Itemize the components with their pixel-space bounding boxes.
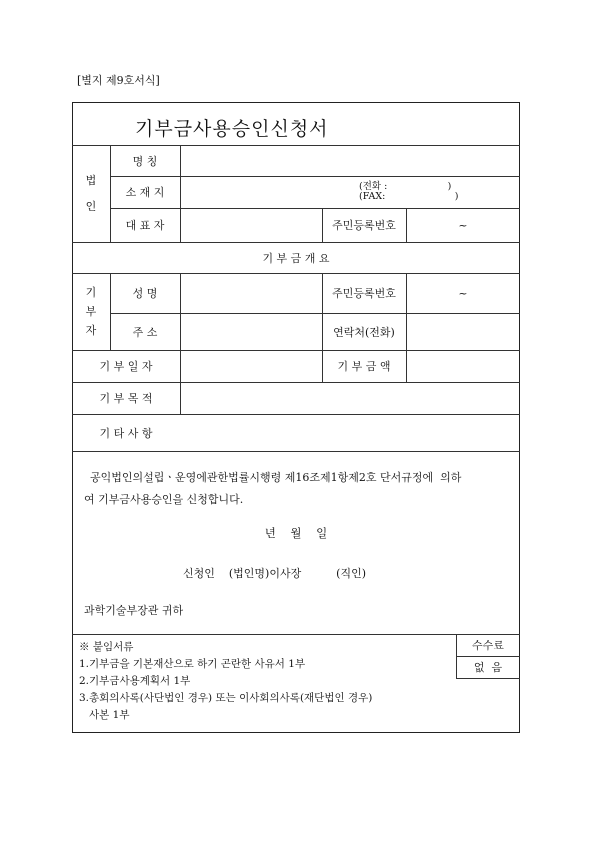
name-field[interactable]: [181, 146, 519, 175]
resident-no-label: 주민등록번호: [332, 219, 396, 232]
date-line: 년 월 일: [264, 526, 328, 540]
addressee: 과학기술부장관 귀하: [84, 604, 184, 617]
overview-header: 기 부 금 개 요: [262, 251, 330, 265]
resident-no-field[interactable]: ~: [458, 218, 468, 232]
fee-value: 없 음: [473, 661, 503, 674]
fee-divider: [456, 678, 520, 679]
attachment-item: 1.기부금을 기본재산으로 하기 곤란한 사유서 1부: [79, 658, 306, 670]
donor-contact-field[interactable]: [407, 314, 519, 349]
remarks-label: 기 타 사 항: [99, 426, 153, 440]
remarks-field[interactable]: [181, 415, 519, 450]
applicant-section-label: 법 인: [85, 173, 97, 213]
form-label: [별지 제9호서식]: [77, 74, 160, 87]
statement: [84, 467, 516, 511]
attachments: [79, 639, 372, 724]
statement-line: 여 기부금사용승인을 신청합니다.: [84, 493, 244, 506]
fax-hint: (FAX: ): [359, 191, 459, 202]
donor-resident-no-field[interactable]: ~: [458, 286, 468, 300]
attachments-header: ※ 붙임서류: [79, 641, 134, 653]
purpose-label: 기 부 목 적: [99, 392, 153, 405]
address-field[interactable]: [181, 177, 519, 207]
donor-address-field[interactable]: [181, 314, 322, 349]
donor-section-label: 기 부 자: [85, 286, 97, 337]
attachment-item: 사본 1부: [79, 709, 130, 721]
form-title: 기부금사용승인신청서: [135, 118, 329, 140]
donor-contact-label: 연락처(전화): [333, 325, 395, 339]
address-label: 소 재 지: [125, 186, 165, 199]
donation-date-field[interactable]: [181, 351, 322, 381]
donor-name-field[interactable]: [181, 274, 322, 312]
attachment-item: 2.기부금사용계획서 1부: [79, 675, 191, 687]
attachment-item: 3.총회의사록(사단법인 경우) 또는 이사회의사록(재단법인 경우): [79, 692, 373, 704]
fee-label: 수수료: [472, 639, 504, 652]
donor-address-label: 주 소: [132, 325, 158, 339]
applicant-line: 신청인 (법인명)이사장 (직인): [183, 567, 367, 580]
donor-name-label: 성 명: [132, 287, 158, 300]
donation-date-label: 기 부 일 자: [99, 360, 153, 373]
representative-label: 대 표 자: [125, 219, 165, 232]
purpose-field[interactable]: [181, 383, 519, 413]
row-divider: [72, 634, 520, 635]
phone-hint: (전화 : ): [359, 181, 452, 192]
name-label: 명 칭: [132, 154, 158, 168]
donation-amount-label: 기 부 금 액: [337, 360, 391, 373]
representative-field[interactable]: [181, 209, 322, 241]
row-divider: [72, 451, 520, 452]
donation-amount-field[interactable]: [407, 351, 519, 381]
donor-resident-no-label: 주민등록번호: [332, 287, 396, 300]
statement-line: 공익법인의설립ㆍ운영에관한법률시행령 제16조제1항제2호 단서규정에 의하: [90, 471, 462, 484]
